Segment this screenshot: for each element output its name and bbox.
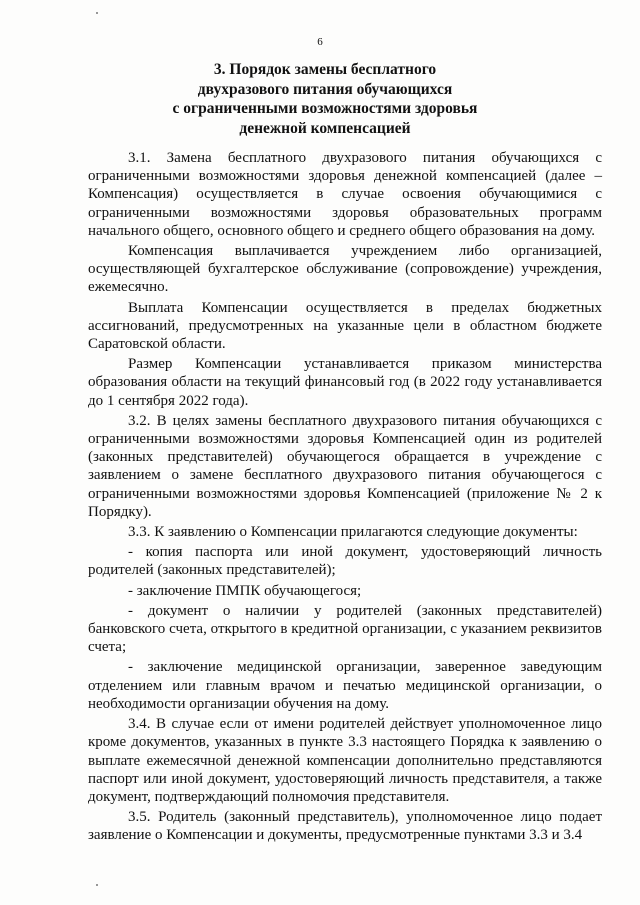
paragraph-3-1: 3.1. Замена бесплатного двухразового питания обучающихся с ограниченными возможностями здоровья денежной компенсацией (далее – Компенсация) осуществляется в случае освоения обучающимися с ограниченными возможностями здоровья образовательных программ начального общего, основного общего и среднего общего образования на дому.: [88, 150, 602, 239]
paragraph-compensation-budget: Выплата Компенсации осуществляется в пределах бюджетных ассигнований, предусмотренных на указанные цели в областном бюджете Саратовской области.: [88, 299, 602, 353]
list-item-passport: - копия паспорта или иной документ, удостоверяющий личность родителей (законных представителей);: [88, 544, 602, 579]
paragraph-compensation-payer: Компенсация выплачивается учреждением либо организацией, осуществляющей бухгалтерское обслуживание (сопровождение) учреждения, ежемесячно.: [88, 243, 602, 296]
paragraph-3-3: 3.3. К заявлению о Компенсации прилагаются следующие документы:: [128, 524, 578, 541]
heading-line: двухразового питания обучающихся: [197, 80, 453, 98]
document-body: [88, 149, 602, 845]
heading-line: денежной компенсацией: [239, 119, 411, 137]
list-item-medical-conclusion: - заключение медицинской организации, заверенное заведующим отделением или главным врачом и печатью медицинской организации, о необходимости организации обучения на дому.: [88, 659, 602, 712]
paragraph-3-5: 3.5. Родитель (законный представитель), уполномоченное лицо подает заявление о Компенсации и документы, предусмотренные пунктами 3.3 и 3.4: [88, 809, 602, 844]
list-item-pmpk: - заключение ПМПК обучающегося;: [128, 582, 362, 599]
heading-line: 3. Порядок замены бесплатного: [213, 61, 437, 78]
heading-line: с ограниченными возможностями здоровья: [172, 100, 478, 117]
list-item-bank-account: - документ о наличии у родителей (законных представителей) банковского счета, открытого в кредитной организации, с указанием реквизитов счета;: [88, 602, 602, 656]
scan-speck: [96, 884, 98, 886]
section-heading: [90, 60, 560, 138]
paragraph-3-4: 3.4. В случае если от имени родителей действует уполномоченное лицо кроме документов, указанных в пункте 3.3 настоящего Порядка к заявлению о выплате ежемесячной денежной компенсации дополнительно представляются паспорт или иной документ, удостоверяющий личность представителя, а также документ, подтверждающий полномочия представителя.: [88, 716, 602, 805]
paragraph-3-2: 3.2. В целях замены бесплатного двухразового питания обучающихся с ограниченными возможностями здоровья Компенсацией один из родителей (законных представителей) обучающегося обращается в учреждение с заявлением о замене бесплатного двухразового питания обучающегося с ограниченными возможностями здоровья Компенсацией (приложение № 2 к Порядку).: [88, 412, 602, 520]
page-number: 6: [317, 36, 323, 48]
paragraph-compensation-amount: Размер Компенсации устанавливается приказом министерства образования области на текущий финансовый год (в 2022 году устанавливается до 1 сентября 2022 года).: [88, 356, 602, 409]
scan-speck: [96, 12, 98, 14]
